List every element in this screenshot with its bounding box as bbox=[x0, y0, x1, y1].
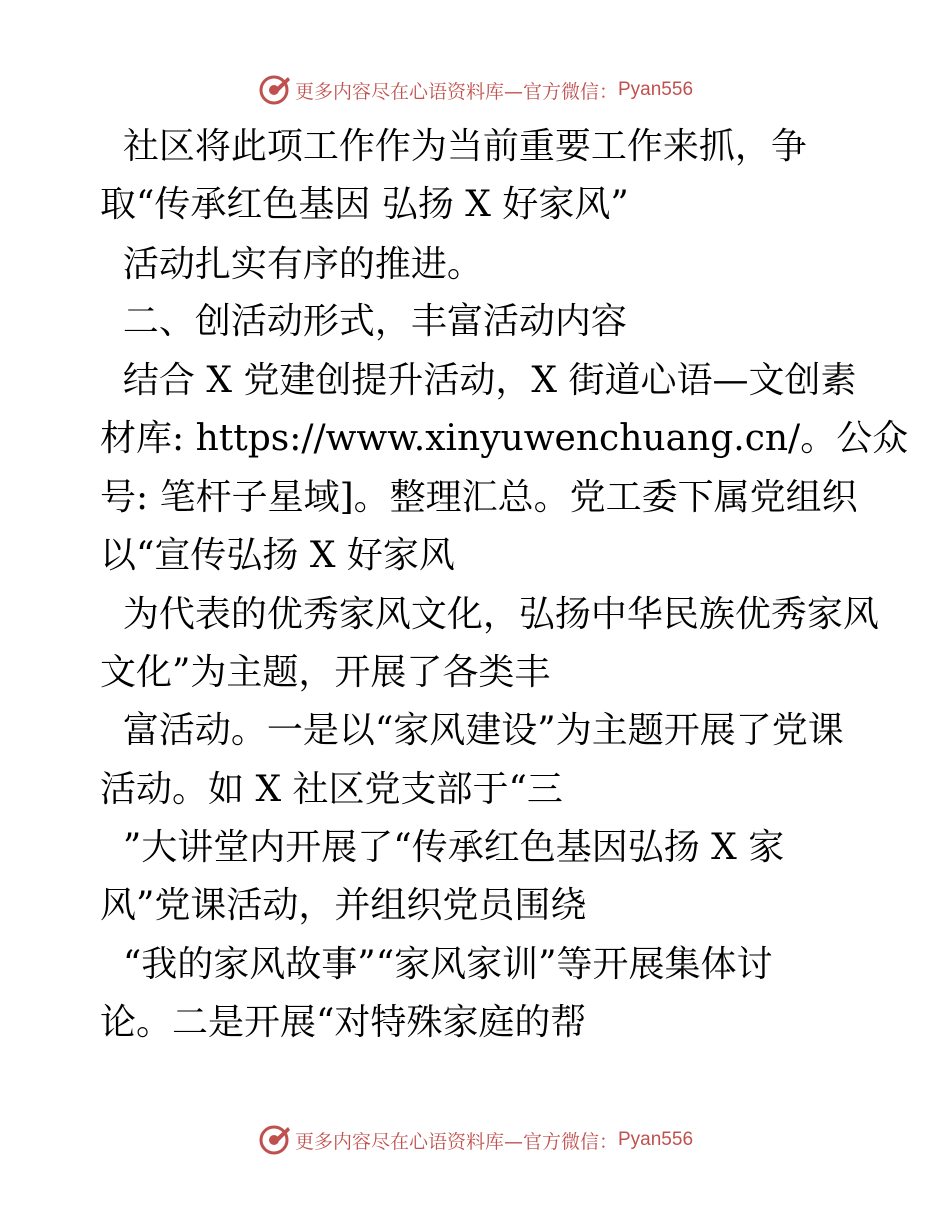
body-line: 结合 X 党建创提升活动，X 街道心语—文创素 bbox=[100, 360, 857, 401]
body-line: 为代表的优秀家风文化，弘扬中华民族优秀家风 bbox=[100, 594, 879, 635]
footer-watermark bbox=[0, 1120, 950, 1160]
logo-icon bbox=[257, 1123, 291, 1157]
body-line: 风”党课活动，并组织党员围绕 bbox=[100, 885, 587, 926]
body-line: 文化”为主题，开展了各类丰 bbox=[100, 652, 551, 693]
header-banner-text: 更多内容尽在心语资料库—官方微信： bbox=[294, 80, 618, 103]
body-line: ”大讲堂内开展了“传承红色基因弘扬 X 家 bbox=[100, 827, 785, 868]
header-banner-handle: Pyan556 bbox=[618, 79, 694, 100]
body-line: “我的家风故事”“家风家训”等开展集体讨 bbox=[100, 944, 773, 985]
body-line: 取“传承红色基因 弘扬 X 好家风” bbox=[100, 184, 629, 225]
body-line: 活动。如 X 社区党支部于“三 bbox=[100, 769, 563, 810]
header-watermark bbox=[0, 70, 950, 110]
body-line: 社区将此项工作作为当前重要工作来抓，争 bbox=[100, 126, 807, 167]
body-line: 材库: https://www.xinyuwenchuang.cn/。公众 bbox=[100, 418, 909, 459]
footer-banner-handle: Pyan556 bbox=[618, 1129, 694, 1150]
body-line: 富活动。一是以“家风建设”为主题开展了党课 bbox=[100, 710, 844, 751]
body-line: 二、创活动形式，丰富活动内容 bbox=[100, 301, 627, 342]
body-line: 号: 笔杆子星域]。整理汇总。党工委下属党组织 bbox=[100, 477, 858, 518]
footer-banner-text: 更多内容尽在心语资料库—官方微信： bbox=[294, 1130, 618, 1153]
logo-icon bbox=[257, 73, 291, 107]
body-line: 论。二是开展“对特殊家庭的帮 bbox=[100, 1002, 587, 1043]
body-line: 以“宣传弘扬 X 好家风 bbox=[100, 535, 455, 576]
body-line: 活动扎实有序的推进。 bbox=[100, 244, 483, 285]
